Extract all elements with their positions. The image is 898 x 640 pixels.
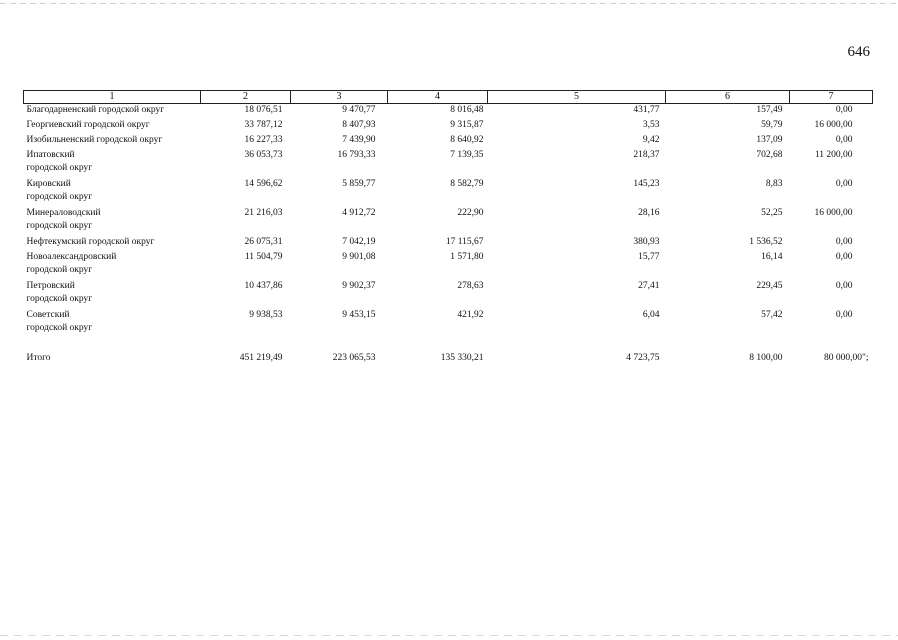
- value-cell-col-6: 702,68: [756, 150, 783, 160]
- district-name-line: Петровский: [26, 281, 75, 291]
- total-label: Итого: [26, 353, 51, 363]
- value-cell-col-2: 18 076,51: [244, 105, 283, 115]
- value-cell-col-7: 11 200,00: [814, 150, 853, 160]
- value-cell-col-5: 28,16: [638, 208, 660, 218]
- value-cell-col-4: 7 139,35: [450, 150, 484, 160]
- table-row: [24, 309, 873, 338]
- value-cell-col-6: 59,79: [761, 120, 783, 130]
- value-cell-col-7: 16 000,00: [814, 120, 853, 130]
- district-name-cell: [24, 119, 201, 134]
- header-cell-5: 5: [488, 91, 666, 104]
- total-value-col-6: 8 100,00: [749, 353, 783, 363]
- district-name-cell: [24, 251, 201, 280]
- value-cell-col-4: 17 115,67: [445, 237, 484, 247]
- table-row: [24, 119, 873, 134]
- district-name-line: городской округ: [26, 265, 93, 275]
- district-name-line: Новоалександровский: [26, 252, 117, 262]
- value-cell-col-7: 16 000,00: [814, 208, 853, 218]
- value-cell-col-6: 16,14: [761, 252, 783, 262]
- value-cell-col-5: 15,77: [638, 252, 660, 262]
- value-cell-col-3: 9 453,15: [342, 310, 376, 320]
- budget-table: [23, 90, 873, 367]
- table-row: [24, 134, 873, 149]
- district-name-line: Ипатовский: [26, 150, 75, 160]
- table-header: [24, 91, 873, 104]
- scan-edge-bottom: [0, 635, 898, 636]
- table-row: [24, 280, 873, 309]
- table-row: [24, 251, 873, 280]
- district-name-line: Советский: [26, 310, 70, 320]
- value-cell-col-3: 9 470,77: [342, 105, 376, 115]
- value-cell-col-3: 7 042,19: [342, 237, 376, 247]
- district-name-line: городской округ: [26, 163, 93, 173]
- value-cell-col-4: 8 016,48: [450, 105, 484, 115]
- header-cell-1: 1: [24, 91, 201, 104]
- value-cell-col-7: 0,00: [835, 281, 853, 291]
- district-name-cell: [24, 280, 201, 309]
- district-name-line: городской округ: [26, 192, 93, 202]
- district-name-cell: [24, 104, 201, 120]
- value-cell-col-7: 0,00: [835, 105, 853, 115]
- value-cell-col-5: 9,42: [642, 135, 660, 145]
- scan-edge-top: [0, 3, 898, 4]
- value-cell-col-3: 9 902,37: [342, 281, 376, 291]
- value-cell-col-2: 33 787,12: [244, 120, 283, 130]
- district-name-line: городской округ: [26, 294, 93, 304]
- header-cell-6: 6: [666, 91, 790, 104]
- budget-table-container: [23, 90, 872, 367]
- district-name-cell: [24, 149, 201, 178]
- district-name-line: Благодарненский городской округ: [26, 105, 165, 115]
- table-row: [24, 207, 873, 236]
- district-name-cell: [24, 134, 201, 149]
- total-row: [24, 352, 873, 367]
- value-cell-col-3: 16 793,33: [337, 150, 376, 160]
- value-cell-col-6: 57,42: [761, 310, 783, 320]
- value-cell-col-6: 229,45: [756, 281, 783, 291]
- value-cell-col-4: 222,90: [457, 208, 484, 218]
- value-cell-col-5: 145,23: [633, 179, 660, 189]
- value-cell-col-2: 36 053,73: [244, 150, 283, 160]
- district-name-line: Георгиевский городской округ: [26, 120, 150, 130]
- total-value-col-2: 451 219,49: [239, 353, 283, 363]
- value-cell-col-5: 3,53: [642, 120, 660, 130]
- value-cell-col-6: 157,49: [756, 105, 783, 115]
- total-value-col-4: 135 330,21: [440, 353, 484, 363]
- district-name-cell: [24, 236, 201, 251]
- value-cell-col-5: 431,77: [633, 105, 660, 115]
- value-cell-col-2: 10 437,86: [244, 281, 283, 291]
- district-name-cell: [24, 309, 201, 338]
- header-cell-7: 7: [790, 91, 873, 104]
- value-cell-col-6: 52,25: [761, 208, 783, 218]
- value-cell-col-4: 421,92: [457, 310, 484, 320]
- value-cell-col-2: 16 227,33: [244, 135, 283, 145]
- district-name-line: Нефтекумский городской округ: [26, 237, 155, 247]
- value-cell-col-2: 9 938,53: [249, 310, 283, 320]
- value-cell-col-7: 0,00: [835, 252, 853, 262]
- value-cell-col-4: 278,63: [457, 281, 484, 291]
- value-cell-col-3: 7 439,90: [342, 135, 376, 145]
- header-cell-2: 2: [201, 91, 291, 104]
- district-name-line: городской округ: [26, 323, 93, 333]
- table-row: [24, 178, 873, 207]
- table-row: [24, 236, 873, 251]
- value-cell-col-5: 218,37: [633, 150, 660, 160]
- value-cell-col-3: 9 901,08: [342, 252, 376, 262]
- value-cell-col-5: 6,04: [642, 310, 660, 320]
- table-row: [24, 149, 873, 178]
- district-name-line: Минераловодский: [26, 208, 101, 218]
- value-cell-col-5: 380,93: [633, 237, 660, 247]
- header-cell-4: 4: [388, 91, 488, 104]
- value-cell-col-6: 1 536,52: [749, 237, 783, 247]
- spacer-row: [24, 338, 873, 352]
- district-name-line: Изобильненский городской округ: [26, 135, 163, 145]
- total-value-col-3: 223 065,53: [332, 353, 376, 363]
- value-cell-col-7: 0,00: [835, 237, 853, 247]
- value-cell-col-7: 0,00: [835, 135, 853, 145]
- total-value-col-5: 4 723,75: [626, 353, 660, 363]
- district-name-cell: [24, 207, 201, 236]
- district-name-line: Кировский: [26, 179, 71, 189]
- value-cell-col-2: 11 504,79: [244, 252, 283, 262]
- value-cell-col-4: 9 315,87: [450, 120, 484, 130]
- value-cell-col-7: 0,00: [835, 310, 853, 320]
- value-cell-col-4: 8 640,92: [450, 135, 484, 145]
- value-cell-col-4: 1 571,80: [450, 252, 484, 262]
- value-cell-col-4: 8 582,79: [450, 179, 484, 189]
- district-name-line: городской округ: [26, 221, 93, 231]
- header-cell-3: 3: [291, 91, 388, 104]
- district-name-cell: [24, 178, 201, 207]
- header-row: [24, 91, 873, 104]
- value-cell-col-6: 8,83: [765, 179, 783, 189]
- value-cell-col-5: 27,41: [638, 281, 660, 291]
- value-cell-col-3: 5 859,77: [342, 179, 376, 189]
- value-cell-col-2: 14 596,62: [244, 179, 283, 189]
- value-cell-col-6: 137,09: [756, 135, 783, 145]
- value-cell-col-7: 0,00: [835, 179, 853, 189]
- table-row: [24, 104, 873, 120]
- total-value-col-7: 80 000,00";: [823, 353, 869, 363]
- value-cell-col-3: 8 407,93: [342, 120, 376, 130]
- value-cell-col-2: 21 216,03: [244, 208, 283, 218]
- page-number: 646: [847, 44, 870, 60]
- table-body: [24, 104, 873, 368]
- value-cell-col-2: 26 075,31: [244, 237, 283, 247]
- value-cell-col-3: 4 912,72: [342, 208, 376, 218]
